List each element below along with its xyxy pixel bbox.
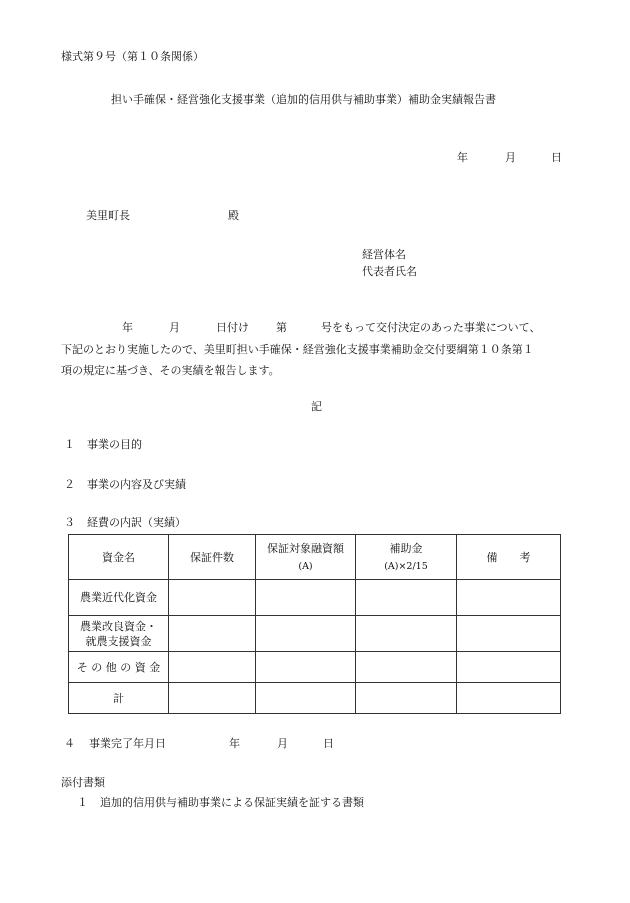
section-1 [64, 438, 142, 452]
table-row [69, 616, 561, 652]
body-line-1 [61, 317, 571, 339]
section-2-label: 事業の内容及び実績 [87, 478, 186, 491]
date-month: 月 [505, 151, 516, 164]
guaranteed-amount-cell [256, 616, 356, 652]
attachment-item-number: １ [77, 796, 88, 809]
header-subsidy-sub: (A)×2/15 [384, 560, 428, 572]
remarks-cell [457, 683, 561, 714]
body-month: 月 [169, 321, 180, 334]
table-row-total [69, 683, 561, 714]
header-guaranteed-amount [256, 535, 356, 580]
header-remarks: 備 考 [457, 535, 561, 580]
fund-name-line-1: 農業改良資金・ [80, 619, 157, 633]
header-subsidy-label: 補助金 [389, 541, 423, 555]
body-year: 年 [122, 321, 133, 334]
table-row [69, 652, 561, 683]
subsidy-cell [356, 616, 457, 652]
attachment-item-text: 追加的信用供与補助事業による保証実績を証する書類 [100, 796, 364, 809]
form-number: 様式第９号（第１０条関係） [61, 50, 204, 63]
header-guaranteed-amount-sub: (A) [298, 560, 313, 572]
remarks-cell [457, 580, 561, 616]
applicant-representative-label: 代表者氏名 [362, 265, 417, 278]
body-line-1-rest: 号をもって交付決定のあった事業について、 [321, 321, 541, 334]
section-4-day: 日 [323, 737, 334, 750]
guarantee-count-cell [169, 683, 256, 714]
header-subsidy [356, 535, 457, 580]
attachment-item [77, 796, 364, 810]
addressee-honorific: 殿 [228, 209, 239, 222]
section-1-label: 事業の目的 [87, 438, 142, 451]
expense-breakdown-table [68, 534, 561, 714]
report-body [61, 317, 571, 382]
applicant-entity-label: 経営体名 [362, 248, 406, 261]
guarantee-count-cell [169, 616, 256, 652]
body-line-3: 項の規定に基づき、その実績を報告します。 [61, 364, 280, 377]
guaranteed-amount-cell [256, 683, 356, 714]
section-1-number: １ [64, 438, 75, 451]
guarantee-count-cell [169, 652, 256, 683]
section-4-label: 事業完了年月日 [89, 737, 166, 750]
addressee-name: 美里町長 [86, 209, 130, 222]
fund-name-cell: 計 [69, 683, 169, 714]
header-guarantee-count: 保証件数 [169, 535, 256, 580]
section-2 [64, 478, 186, 492]
table-header-row [69, 535, 561, 580]
fund-name-cell: そ の 他 の 資 金 [69, 652, 169, 683]
fund-name-cell [69, 616, 169, 652]
date-year: 年 [457, 151, 468, 164]
subsidy-cell [356, 652, 457, 683]
section-2-number: ２ [64, 478, 75, 491]
subsidy-cell [356, 580, 457, 616]
guarantee-count-cell [169, 580, 256, 616]
remarks-cell [457, 616, 561, 652]
section-4-month: 月 [277, 737, 288, 750]
attachments-heading: 添付書類 [61, 776, 105, 789]
remarks-cell [457, 652, 561, 683]
section-3-label: 経費の内訳（実績） [87, 516, 186, 529]
header-fund-name: 資金名 [69, 535, 169, 580]
section-3-number: ３ [64, 516, 75, 529]
body-number-prefix: 第 [276, 321, 287, 334]
section-3 [64, 516, 186, 530]
subsidy-cell [356, 683, 457, 714]
body-line-2: 下記のとおり実施したので、美里町担い手確保・経営強化支援事業補助金交付要綱第１０条第１ [61, 342, 534, 356]
guaranteed-amount-cell [256, 580, 356, 616]
section-4-year: 年 [229, 737, 240, 750]
fund-name-line-2: 就農支援資金 [85, 634, 152, 648]
date-day: 日 [551, 151, 562, 164]
fund-name-cell: 農業近代化資金 [69, 580, 169, 616]
section-4-number: ４ [64, 737, 75, 750]
document-title: 担い手確保・経営強化支援事業（追加的信用供与補助事業）補助金実績報告書 [111, 93, 496, 106]
header-guaranteed-amount-label: 保証対象融資額 [267, 541, 344, 555]
body-day: 日付け [216, 321, 249, 334]
table-row [69, 580, 561, 616]
ki-heading: 記 [311, 400, 322, 413]
guaranteed-amount-cell [256, 652, 356, 683]
